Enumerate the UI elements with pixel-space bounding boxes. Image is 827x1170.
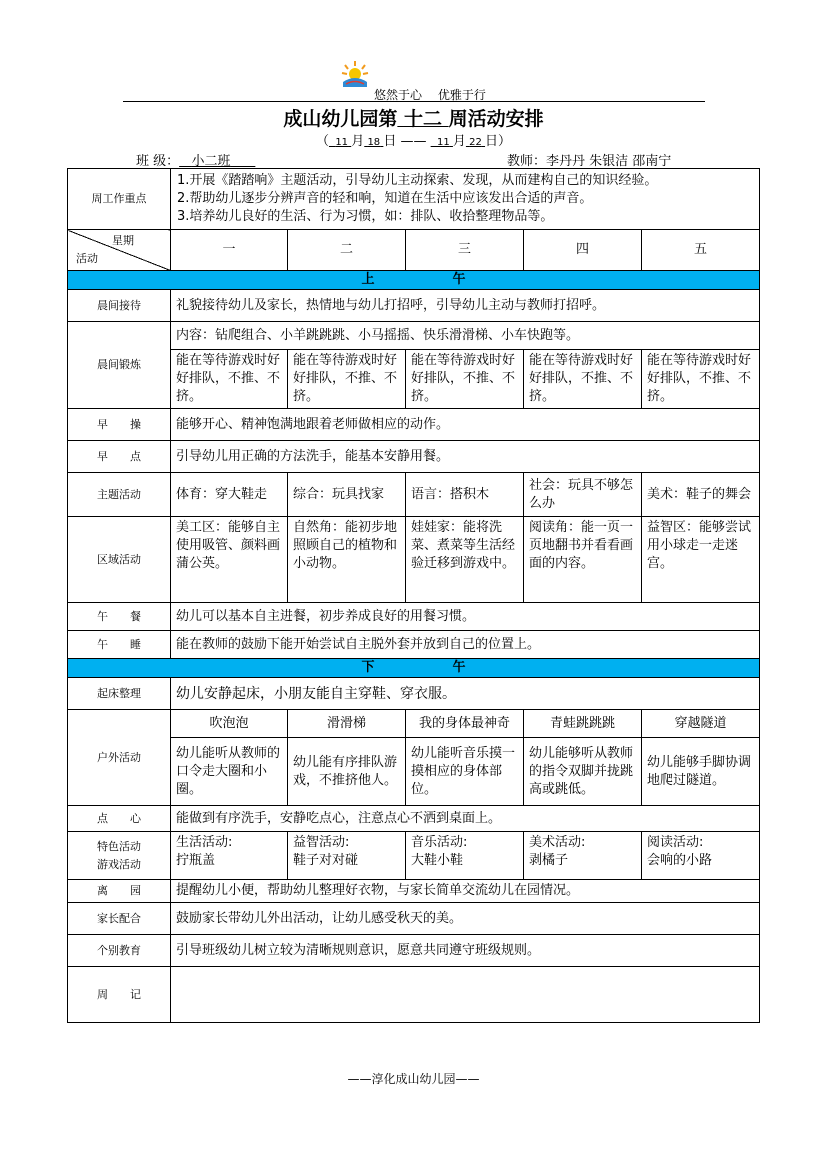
day-2: 二 — [288, 230, 406, 271]
row-text: 能在教师的鼓励下能开始尝试自主脱外套并放到自己的位置上。 — [171, 631, 760, 659]
cell: 能在等待游戏时好好排队，不推、不挤。 — [406, 350, 524, 409]
cell: 阅读角：能一页一页地翻书并看看画面的内容。 — [524, 517, 642, 603]
cell: 语言：搭积木 — [406, 473, 524, 517]
focus-content — [171, 169, 760, 230]
row-label — [68, 832, 171, 880]
afternoon-snack-row — [68, 806, 760, 832]
row-label: 晨间锻炼 — [68, 322, 171, 409]
cell: 美术：鞋子的舞会 — [642, 473, 760, 517]
cell: 幼儿能够听从教师的指令双脚并拢跳高或跳低。 — [524, 738, 642, 806]
notes-content — [171, 967, 760, 1023]
kindergarten-logo — [340, 60, 370, 90]
cell: 吹泡泡 — [171, 710, 288, 738]
row-text: 幼儿可以基本自主进餐，初步养成良好的用餐习惯。 — [171, 603, 760, 631]
cell: 社会：玩具不够怎么办 — [524, 473, 642, 517]
exercise-detail-row — [68, 350, 760, 409]
row-label: 户外活动 — [68, 710, 171, 806]
day-header-row — [68, 230, 760, 271]
date-range: （ 11 月 18 日 —— 11 月 22 日） — [315, 134, 512, 149]
row-text: 鼓励家长带幼儿外出活动，让幼儿感受秋天的美。 — [171, 903, 760, 935]
row-text: 引导班级幼儿树立较为清晰规则意识，愿意共同遵守班级规则。 — [171, 935, 760, 967]
cell-item: 剥橘子 — [529, 853, 569, 868]
activity-label: 活动 — [76, 252, 98, 265]
row-text: 提醒幼儿小便，帮助幼儿整理好衣物，与家长简单交流幼儿在园情况。 — [171, 880, 760, 903]
cell: 我的身体最神奇 — [406, 710, 524, 738]
row-text: 引导幼儿用正确的方法洗手，能基本安静用餐。 — [171, 441, 760, 473]
row-label: 起床整理 — [68, 678, 171, 710]
row-label: 早 点 — [68, 441, 171, 473]
cell: 能在等待游戏时好好排队，不推、不挤。 — [642, 350, 760, 409]
row-label: 主题活动 — [68, 473, 171, 517]
leave-row — [68, 880, 760, 903]
row-label: 周 记 — [68, 967, 171, 1023]
cell: 体育：穿大鞋走 — [171, 473, 288, 517]
focus-row — [68, 169, 760, 230]
wakeup-row — [68, 678, 760, 710]
class-info: 班 级： 小二班 — [136, 154, 231, 169]
cell-head: 美术活动: — [529, 835, 586, 850]
row-label: 午 睡 — [68, 631, 171, 659]
row-label: 晨间接待 — [68, 290, 171, 322]
cell: 能在等待游戏时好好排队，不推、不挤。 — [524, 350, 642, 409]
cell: 幼儿能听音乐摸一摸相应的身体部位。 — [406, 738, 524, 806]
row-text: 能够开心、精神饱满地跟着老师做相应的动作。 — [171, 409, 760, 441]
lunch-row — [68, 603, 760, 631]
morning-snack-row — [68, 441, 760, 473]
cell — [288, 832, 406, 880]
header-rule — [123, 101, 705, 102]
row-label: 点 心 — [68, 806, 171, 832]
row-label: 早 操 — [68, 409, 171, 441]
cell-item: 鞋子对对碰 — [293, 853, 359, 868]
morning-section-header: 上 午 — [68, 271, 760, 290]
nap-row — [68, 631, 760, 659]
cell-item: 拧瓶盖 — [176, 853, 216, 868]
cell: 能在等待游戏时好好排队，不推、不挤。 — [171, 350, 288, 409]
row-label: 周工作重点 — [68, 169, 171, 230]
focus-line: 3.培养幼儿良好的生活、行为习惯，如：排队、收拾整理物品等。 — [177, 209, 554, 224]
cell-item: 大鞋小鞋 — [411, 853, 464, 868]
cell-head: 益智活动: — [293, 835, 350, 850]
cell: 青蛙跳跳跳 — [524, 710, 642, 738]
area-row — [68, 517, 760, 603]
cell: 综合：玩具找家 — [288, 473, 406, 517]
exercise-row — [68, 322, 760, 350]
cell: 幼儿能有序排队游戏，不推挤他人。 — [288, 738, 406, 806]
reception-row — [68, 290, 760, 322]
individual-row — [68, 935, 760, 967]
class-value: 小二班 — [191, 154, 231, 169]
cell-head: 阅读活动: — [647, 835, 704, 850]
morning-exercise-row — [68, 409, 760, 441]
row-label: 个别教育 — [68, 935, 171, 967]
theme-row — [68, 473, 760, 517]
weekday-label: 星期 — [112, 234, 134, 247]
cell: 滑滑梯 — [288, 710, 406, 738]
day-3: 三 — [406, 230, 524, 271]
cell: 幼儿能听从教师的口令走大圈和小圈。 — [171, 738, 288, 806]
parents-row — [68, 903, 760, 935]
notes-row — [68, 967, 760, 1023]
cell — [171, 832, 288, 880]
motto: 悠然于心 优雅于行 — [374, 88, 486, 102]
special-row — [68, 832, 760, 880]
cell-item: 会响的小路 — [647, 853, 713, 868]
cell — [642, 832, 760, 880]
row-label: 午 餐 — [68, 603, 171, 631]
cell — [406, 832, 524, 880]
focus-line: 2.帮助幼儿逐步分辨声音的轻和响，知道在生活中应该发出合适的声音。 — [177, 191, 593, 206]
day-4: 四 — [524, 230, 642, 271]
cell: 自然角：能初步地照顾自己的植物和小动物。 — [288, 517, 406, 603]
cell — [524, 832, 642, 880]
day-5: 五 — [642, 230, 760, 271]
footer: ——淳化成山幼儿园—— — [347, 1072, 480, 1086]
day-1: 一 — [171, 230, 288, 271]
cell: 益智区：能够尝试用小球走一走迷宫。 — [642, 517, 760, 603]
focus-line: 1.开展《踏踏响》主题活动，引导幼儿主动探索、发现，从而建构自己的知识经验。 — [177, 173, 658, 188]
row-text: 幼儿安静起床，小朋友能自主穿鞋、穿衣服。 — [171, 678, 760, 710]
week-number: 十二 — [403, 108, 442, 130]
page-title: 成山幼儿园第 十二 周活动安排 — [283, 108, 544, 130]
row-label: 家长配合 — [68, 903, 171, 935]
label-line: 游戏活动 — [97, 857, 141, 871]
exercise-content: 内容：钻爬组合、小羊跳跳跳、小马摇摇、快乐滑滑梯、小车快跑等。 — [171, 322, 760, 350]
row-label: 区域活动 — [68, 517, 171, 603]
cell: 穿越隧道 — [642, 710, 760, 738]
label-line: 特色活动 — [97, 839, 141, 853]
cell: 娃娃家：能将洗菜、煮菜等生活经验迁移到游戏中。 — [406, 517, 524, 603]
row-text: 礼貌接待幼儿及家长，热情地与幼儿打招呼，引导幼儿主动与教师打招呼。 — [171, 290, 760, 322]
row-label: 离 园 — [68, 880, 171, 903]
diagonal-header — [68, 230, 171, 271]
afternoon-section-header: 下 午 — [68, 659, 760, 678]
cell-head: 音乐活动: — [411, 835, 468, 850]
schedule-table — [67, 168, 760, 1023]
cell: 美工区：能够自主使用吸管、颜料画蒲公英。 — [171, 517, 288, 603]
cell: 幼儿能够手脚协调地爬过隧道。 — [642, 738, 760, 806]
cell-head: 生活活动: — [176, 835, 233, 850]
row-text: 能做到有序洗手，安静吃点心，注意点心不洒到桌面上。 — [171, 806, 760, 832]
outdoor-detail-row — [68, 738, 760, 806]
outdoor-title-row — [68, 710, 760, 738]
cell: 能在等待游戏时好好排队，不推、不挤。 — [288, 350, 406, 409]
teachers: 教师：李丹丹 朱银洁 邵南宁 — [507, 154, 672, 169]
